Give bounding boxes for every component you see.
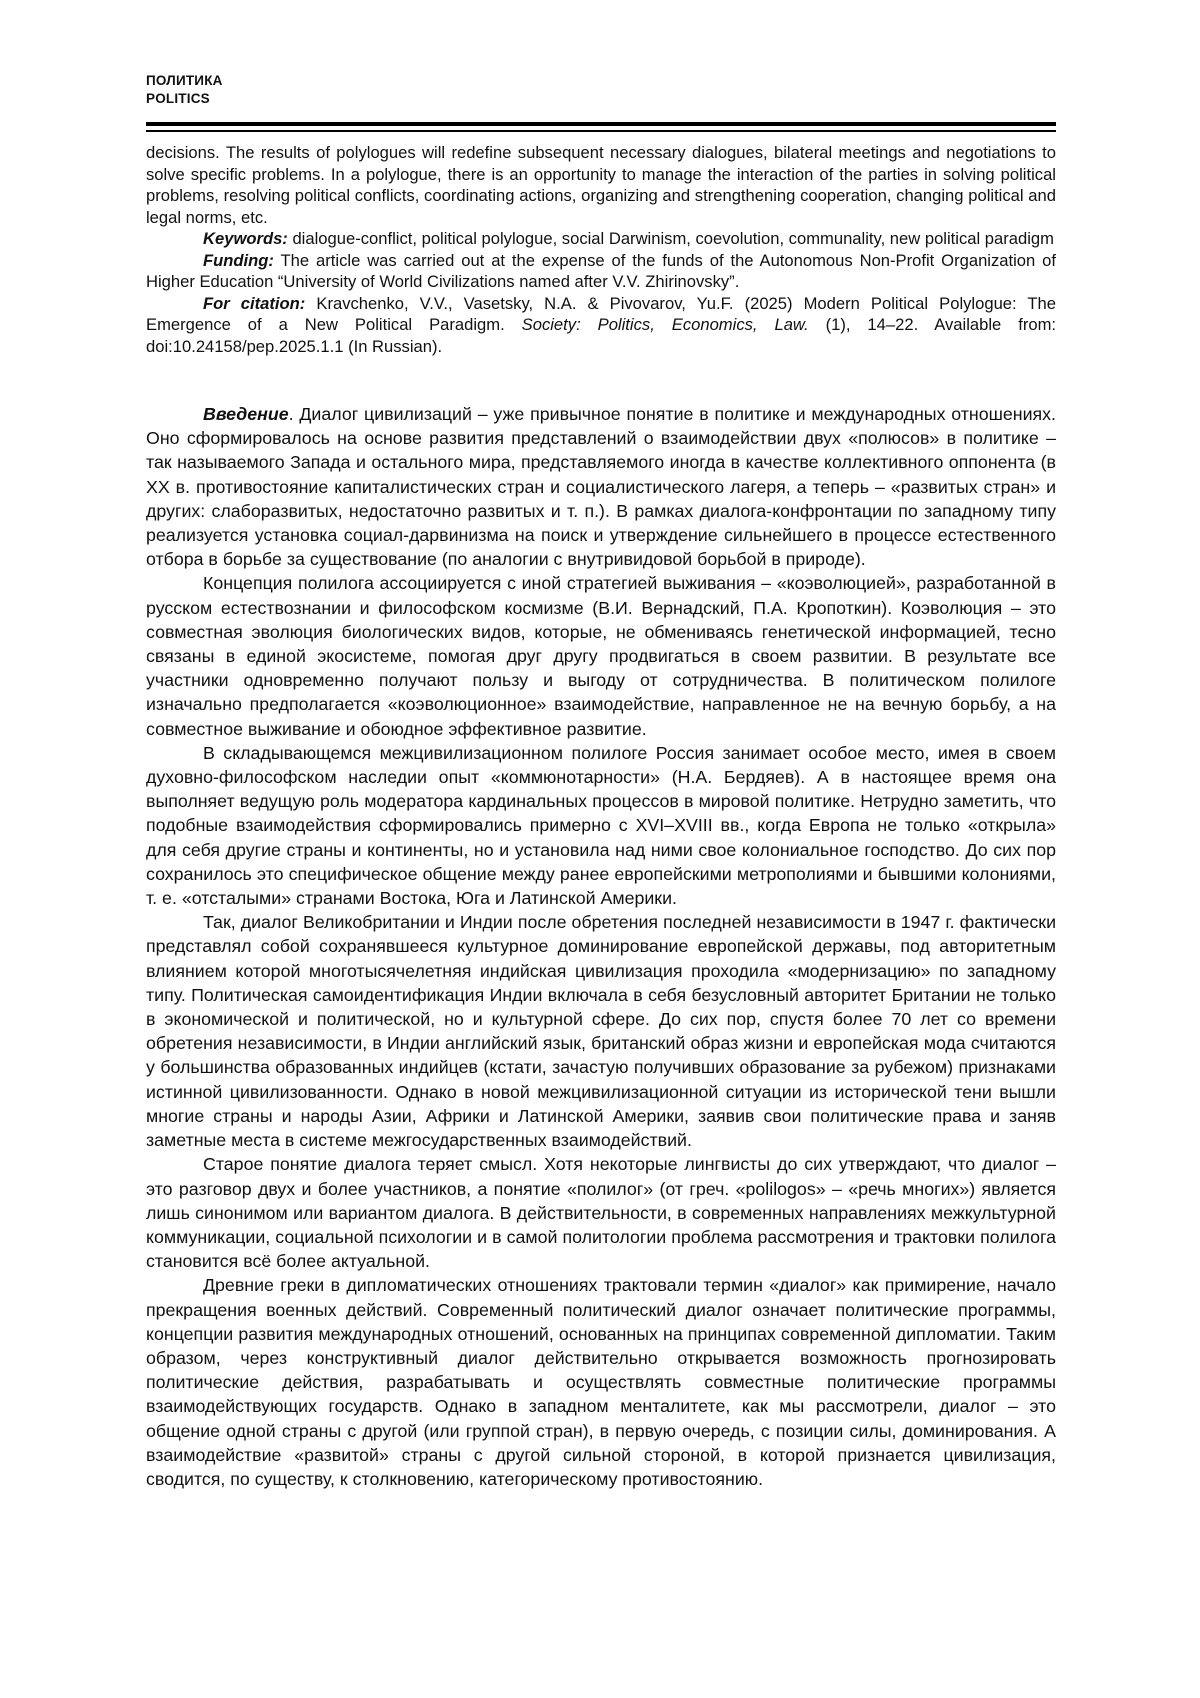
funding-line [146,250,1056,293]
paragraph-introduction [146,402,1056,571]
paragraph-6: Древние греки в дипломатических отношениях трактовали термин «диалог» как примирение, начало прекращения военных действий. Современный политический диалог означает политические программы, концепции развития международных отношений, основанных на принципах современной дипломатии. Таким образом, через конструктивный диалог действительно открывается возможность прогнозировать политические действия, разрабатывать и осуществлять совместные политические программы взаимодействующих государств. Однако в западном менталитете, как мы рассмотрели, диалог – это общение одной страны с другой (или группой стран), в первую очередь, с позиции силы, доминирования. А взаимодействие «развитой» страны с другой сильной стороной, в которой признается цивилизация, сводится, по существу, к столкновению, категорическому противостоянию. [146,1275,1056,1489]
section-title-en: POLITICS [146,91,210,106]
citation-journal: Society: Politics, Economics, Law. [521,315,809,334]
citation-label: For citation: [203,293,306,313]
section-title-ru: ПОЛИТИКА [146,73,223,88]
running-header [146,72,223,108]
article-body [146,402,1056,1491]
citation-authors: Kravchenko, V.V., Vasetsky, N.A. & Pivovarov, Yu.F. (2025) Modern Political Polylogue: The Emergence of a New Political Paradigm. [146,293,1056,334]
citation-details: (1), 14–22. Available from: doi:10.24158/pep.2025.1.1 (In Russian). [146,315,1057,356]
abstract-block [146,142,1056,357]
header-rule-thick [146,122,1056,126]
paragraph-1-text: . Диалог цивилизаций – уже привычное понятие в политике и международных отношениях. Оно сформировалось на основе развития представлений о взаимодействии двух «полюсов» в политике – так называемого Запада и остального мира, представляемого иногда в качестве коллективного оппонента (в ХХ в. противостояние капиталистических стран и социалистического лагеря, а теперь – «развитых стран» и других: слаборазвитых, недостаточно развитых и т. п.). В рамках диалога-конфронтации по западному типу реализуется установка социал-дарвинизма на поиск и утверждение сильнейшего в процессе естественного отбора в борьбе за существование (по аналогии с внутривидовой борьбой в природе). [146,404,1056,570]
introduction-label: Введение [203,404,289,424]
paragraph-5: Старое понятие диалога теряет смысл. Хотя некоторые лингвисты до сих утверждают, что диалог – это разговор двух и более участников, а понятие «полилог» (от греч. «polilogos» – «речь многих») является лишь синонимом или вариантом диалога. В действительности, в современных направлениях межкультурной коммуникации, социальной психологии и в самой политологии проблема рассмотрения и трактовки полилога становится всё более актуальной. [146,1154,1056,1272]
funding-text: The article was carried out at the expense of the funds of the Autonomous Non-Profit Organization of Higher Education “University of World Civilizations named after V.V. Zhirinovsky”. [146,250,1056,291]
keywords-label: Keywords: [203,229,288,248]
paragraph-2: Концепция полилога ассоциируется с иной стратегией выживания – «коэволюцией», разработанной в русском естествознании и философском космизме (В.И. Вернадский, П.А. Кропоткин). Коэволюция – это совместная эволюция биологических видов, которые, не обмениваясь генетической информацией, тесно связаны в единой экосистеме, помогая друг другу продвигаться в своем развитии. В результате все участники одновременно получают пользу и выгоду от сотрудничества. В политическом полилоге изначально предполагается «коэволюционное» взаимодействие, направленное не на вечную борьбу, а на совместное выживание и обоюдное эффективное развитие. [146,573,1056,739]
abstract-continuation: decisions. The results of polylogues will redefine subsequent necessary dialogues, bilateral meetings and negotiations to solve specific problems. In a polylogue, there is an opportunity to manage the interaction of the parties in solving political problems, resolving political conflicts, coordinating actions, organizing and strengthening cooperation, changing political and legal norms, etc. [146,143,1056,227]
keywords-text: dialogue-conflict, political polylogue, social Darwinism, coevolution, communality, new political paradigm [287,229,1054,248]
header-rule-thin [146,130,1056,132]
keywords-line [146,228,1056,250]
funding-label: Funding: [203,250,274,270]
paragraph-3: В складывающемся межцивилизационном полилоге Россия занимает особое место, имея в своем духовно-философском наследии опыт «коммюнотарности» (Н.А. Бердяев). А в настоящее время она выполняет ведущую роль модератора кардинальных процессов в мировой политике. Нетрудно заметить, что подобные взаимодействия сформировались примерно с XVI–XVIII вв., когда Европа не только «открыла» для себя другие страны и континенты, но и установила над ними свое колониальное господство. До сих пор сохранилось это специфическое общение между ранее европейскими метрополиями и бывшими колониями, т. е. «отсталыми» странами Востока, Юга и Латинской Америки. [146,742,1056,909]
citation-line [146,293,1056,358]
paragraph-4: Так, диалог Великобритании и Индии после обретения последней независимости в 1947 г. фактически представлял собой сохранявшееся культурное доминирование европейской державы, под авторитетным влиянием которой многотысячелетняя индийская цивилизация проходила «модернизацию» по западному типу. Политическая самоидентификация Индии включала в себя безусловный авторитет Британии не только в экономической и политической, но и культурной сфере. До сих пор, спустя более 70 лет со времени обретения независимости, в Индии английский язык, британский образ жизни и европейская мода считаются у большинства образованных индийцев (кстати, зачастую получивших образование за рубежом) признаками истинной цивилизованности. Однако в новой межцивилизационной ситуации из исторической тени вышли многие страны и народы Азии, Африки и Латинской Америки, заявив свои политические права и заняв заметные места в системе межгосударственных взаимодействий. [146,912,1056,1151]
